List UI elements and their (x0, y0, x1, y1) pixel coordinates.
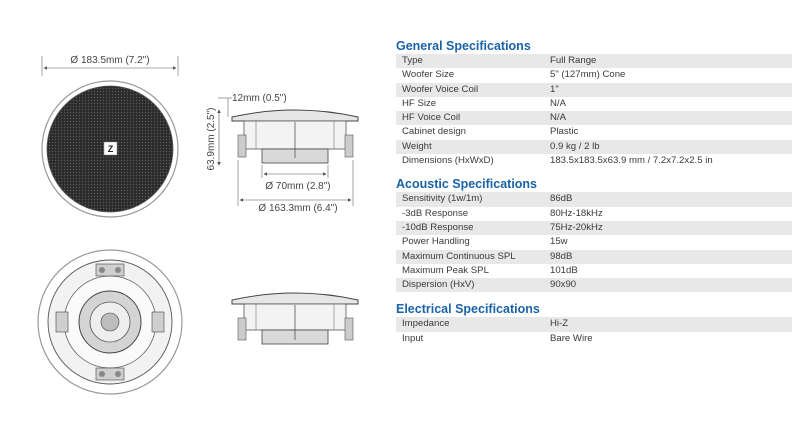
table-row (396, 221, 792, 235)
spec-value: 15w (544, 235, 792, 249)
general-specs-table (396, 54, 792, 168)
front-diameter-label: Ø 183.5mm (7.2") (70, 55, 150, 66)
table-row (396, 317, 792, 331)
spec-value: 0.9 kg / 2 lb (544, 140, 792, 154)
technical-drawings (0, 0, 385, 439)
spec-value: N/A (544, 111, 792, 125)
spec-value: 101dB (544, 264, 792, 278)
spec-value: 90x90 (544, 278, 792, 292)
general-specs-title: General Specifications (396, 39, 531, 53)
table-row (396, 54, 792, 68)
spec-value: 86dB (544, 192, 792, 206)
spec-key: Sensitivity (1w/1m) (396, 192, 544, 206)
table-row (396, 140, 792, 154)
table-row (396, 68, 792, 82)
spec-key: Dimensions (HxWxD) (396, 154, 544, 168)
side-view-dimensioned (206, 93, 358, 214)
spec-value: Bare Wire (544, 332, 792, 346)
table-row (396, 192, 792, 206)
spec-key: Input (396, 332, 544, 346)
table-row (396, 83, 792, 97)
side-depth-label: 63.9mm (2.5") (206, 107, 217, 171)
table-row (396, 332, 792, 346)
spec-value: 183.5x183.5x63.9 mm / 7.2x7.2x2.5 in (544, 154, 792, 168)
table-row (396, 207, 792, 221)
spec-key: -10dB Response (396, 221, 544, 235)
front-diameter-dimension (42, 55, 178, 76)
spec-key: Weight (396, 140, 544, 154)
spec-value: 80Hz-18kHz (544, 207, 792, 221)
spec-value: Full Range (544, 54, 792, 68)
spec-key: Power Handling (396, 235, 544, 249)
specifications-panel (396, 38, 792, 346)
electrical-specs-table (396, 317, 792, 346)
acoustic-specs-title: Acoustic Specifications (396, 177, 538, 192)
front-view-grille (42, 81, 178, 217)
spec-key: Woofer Size (396, 68, 544, 82)
table-row (396, 125, 792, 139)
table-row (396, 278, 792, 292)
table-row (396, 235, 792, 249)
spec-value: Hi-Z (544, 317, 792, 331)
spec-key: Dispersion (HxV) (396, 278, 544, 292)
side-view-plain (232, 293, 358, 344)
rear-view (38, 250, 182, 394)
spec-key: HF Size (396, 97, 544, 111)
side-thickness-label: 12mm (0.5") (232, 93, 287, 104)
spec-key: Maximum Continuous SPL (396, 250, 544, 264)
spec-key: Maximum Peak SPL (396, 264, 544, 278)
spec-value: 1" (544, 83, 792, 97)
table-row (396, 264, 792, 278)
brand-logo-text: Z (107, 144, 114, 154)
spec-value: 5" (127mm) Cone (544, 68, 792, 82)
side-cutout-diameter-label: Ø 163.3mm (6.4") (258, 203, 338, 214)
spec-key: Impedance (396, 317, 544, 331)
table-row (396, 250, 792, 264)
electrical-specs-title: Electrical Specifications (396, 302, 540, 317)
spec-value: 75Hz-20kHz (544, 221, 792, 235)
acoustic-specs-table (396, 192, 792, 292)
spec-key: Type (396, 54, 544, 68)
spec-value: N/A (544, 97, 792, 111)
spec-value: Plastic (544, 125, 792, 139)
table-row (396, 111, 792, 125)
spec-key: Cabinet design (396, 125, 544, 139)
spec-key: Woofer Voice Coil (396, 83, 544, 97)
spec-value: 98dB (544, 250, 792, 264)
spec-key: -3dB Response (396, 207, 544, 221)
side-magnet-diameter-label: Ø 70mm (2.8") (265, 181, 331, 192)
table-row (396, 154, 792, 168)
table-row (396, 97, 792, 111)
spec-key: HF Voice Coil (396, 111, 544, 125)
